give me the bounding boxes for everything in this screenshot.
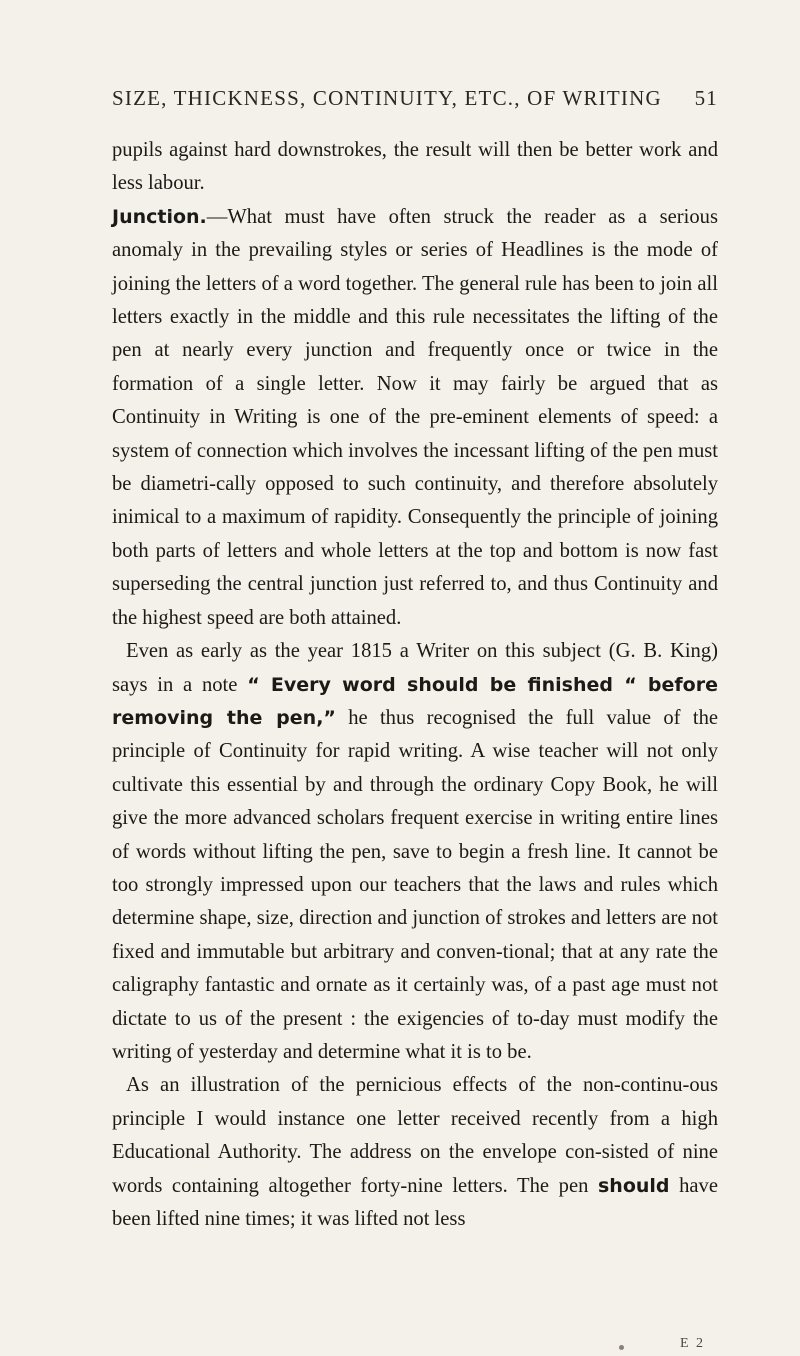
paragraph-text: As an illustration of the pernicious effects of the non-continu-ous principle I would instance one letter received recently from a high Educational Authority. The address on the envelope con-sisted of nine words containing altogether forty-nine letters. The pen <box>112 1074 718 1197</box>
emphasis: should <box>597 1174 670 1197</box>
running-title: SIZE, THICKNESS, CONTINUITY, ETC., OF WRITING <box>112 86 662 110</box>
section-heading: Junction. <box>112 205 207 228</box>
paragraph-king-quote <box>112 635 718 1069</box>
page-number: 51 <box>694 86 718 110</box>
paragraph-text: —What must have often struck the reader as a serious anomaly in the prevailing styles or series of Headlines is the mode of joining the letters of a word together. The general rule has been to join all letters exactly in the middle and this rule necessitates the lifting of the pen at nearly every junction and frequently once or twice in the formation of a single letter. Now it may fairly be argued that as Continuity in Writing is one of the pre-eminent elements of speed: a system of connection which involves the incessant lifting of the pen must be diametri-cally opposed to such continuity, and therefore absolutely inimical to a maximum of rapidity. Consequently the principle of joining both parts of letters and whole letters at the top and bottom is now fast superseding the central junction just referred to, and thus Continuity and the highest speed are both attained. <box>112 205 718 629</box>
paragraph-text: Even as early as the year 1815 a Writer on this subject (G. B. King) says in a note <box>112 640 718 696</box>
paragraph-junction <box>112 201 718 635</box>
signature-mark: E 2 <box>680 1336 706 1351</box>
running-header <box>112 86 718 111</box>
quotation: “ Every word should be finished “ before removing the pen,” <box>112 673 718 729</box>
paragraph-text: he thus recognised the full value of the principle of Continuity for rapid writing. A wise teacher will not only cultivate this essential by and through the ordinary Copy Book, he will give the more advanced scholars frequent exercise in writing entire lines of words without lifting the pen, save to begin a fresh line. It cannot be too strongly impressed upon our teachers that the laws and rules which determine shape, size, direction and junction of strokes and letters are not fixed and immutable but arbitrary and conven-tional; that at any rate the caligraphy fantastic and ornate as it certainly was, of a past age must not dictate to us of the present : the exigencies of to-day must modify the writing of yesterday and determine what it is to be. <box>112 706 719 1063</box>
paragraph-text: pupils against hard downstrokes, the result will then be better work and less labour. <box>112 139 718 195</box>
ink-spot <box>619 1345 624 1350</box>
paragraph-continuation <box>112 134 718 201</box>
paragraph-illustration <box>112 1069 718 1236</box>
paragraph-text: have been lifted nine times; it was lifted not less <box>112 1174 718 1230</box>
body-text <box>112 134 718 1236</box>
